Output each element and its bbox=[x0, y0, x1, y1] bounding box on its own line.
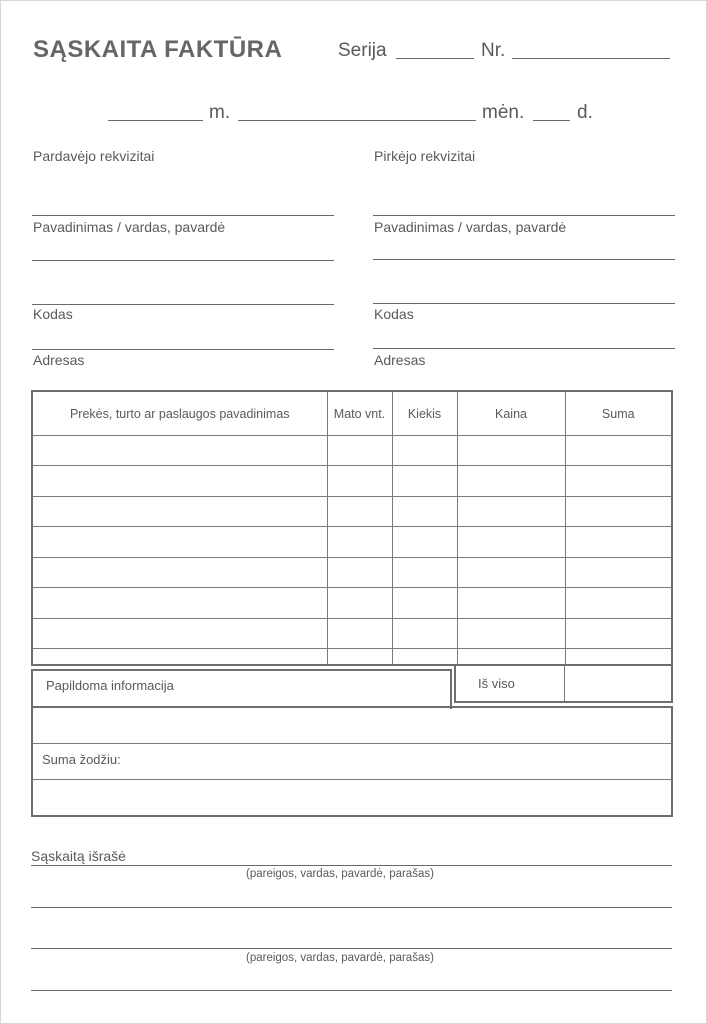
items-header-row bbox=[33, 392, 671, 436]
signature-hint-2: (pareigos, vardas, pavardė, parašas) bbox=[246, 952, 434, 964]
total-value-field[interactable] bbox=[566, 666, 670, 700]
table-cell[interactable] bbox=[457, 649, 565, 664]
table-cell[interactable] bbox=[327, 527, 392, 557]
number-label: Nr. bbox=[481, 40, 506, 61]
table-cell[interactable] bbox=[327, 618, 392, 648]
amount-words-box bbox=[31, 706, 673, 817]
buyer-address-field[interactable] bbox=[373, 348, 675, 349]
signature-line-1[interactable] bbox=[31, 907, 672, 908]
year-label: m. bbox=[209, 102, 231, 123]
seller-extra-field[interactable] bbox=[32, 260, 334, 261]
table-cell[interactable] bbox=[33, 618, 327, 648]
number-field[interactable] bbox=[512, 58, 670, 59]
table-cell[interactable] bbox=[565, 557, 671, 587]
table-cell[interactable] bbox=[565, 649, 671, 664]
table-cell[interactable] bbox=[327, 466, 392, 496]
table-row bbox=[33, 436, 671, 466]
table-cell[interactable] bbox=[33, 527, 327, 557]
table-cell[interactable] bbox=[457, 618, 565, 648]
table-cell[interactable] bbox=[457, 588, 565, 618]
col-header-quantity: Kiekis bbox=[392, 392, 457, 436]
total-divider bbox=[564, 665, 565, 701]
table-row bbox=[33, 588, 671, 618]
buyer-heading: Pirkėjo rekvizitai bbox=[374, 148, 476, 164]
amount-in-words-label: Suma žodžiu: bbox=[42, 752, 121, 767]
words-row-divider bbox=[33, 743, 671, 744]
table-cell[interactable] bbox=[457, 527, 565, 557]
seller-code-label: Kodas bbox=[33, 306, 73, 322]
table-cell[interactable] bbox=[33, 588, 327, 618]
table-cell[interactable] bbox=[392, 436, 457, 466]
total-label: Iš viso bbox=[478, 676, 515, 691]
day-label: d. bbox=[577, 102, 593, 123]
buyer-code-label: Kodas bbox=[374, 306, 414, 322]
seller-address-label: Adresas bbox=[33, 352, 85, 368]
table-cell[interactable] bbox=[565, 527, 671, 557]
table-row bbox=[33, 466, 671, 496]
series-field[interactable] bbox=[396, 58, 474, 59]
col-header-price: Kaina bbox=[457, 392, 565, 436]
issued-by-label: Sąskaitą išrašė bbox=[31, 848, 126, 864]
table-cell[interactable] bbox=[392, 466, 457, 496]
month-label: mėn. bbox=[482, 102, 525, 123]
table-cell[interactable] bbox=[565, 436, 671, 466]
table-cell[interactable] bbox=[565, 618, 671, 648]
table-cell[interactable] bbox=[457, 496, 565, 526]
table-row bbox=[33, 527, 671, 557]
additional-info-label: Papildoma informacija bbox=[46, 678, 174, 693]
issued-by-field[interactable] bbox=[31, 865, 672, 866]
buyer-code-field[interactable] bbox=[373, 303, 675, 304]
seller-heading: Pardavėjo rekvizitai bbox=[33, 148, 155, 164]
received-by-field[interactable] bbox=[31, 948, 672, 949]
series-label: Serija bbox=[338, 40, 387, 61]
seller-code-field[interactable] bbox=[32, 304, 334, 305]
table-cell[interactable] bbox=[392, 649, 457, 664]
table-cell[interactable] bbox=[327, 496, 392, 526]
buyer-name-label: Pavadinimas / vardas, pavardė bbox=[374, 219, 567, 235]
table-row bbox=[33, 496, 671, 526]
table-cell[interactable] bbox=[392, 557, 457, 587]
table-row bbox=[33, 618, 671, 648]
words-row-divider bbox=[33, 779, 671, 780]
table-cell[interactable] bbox=[392, 588, 457, 618]
signature-line-2[interactable] bbox=[31, 990, 672, 991]
items-table bbox=[31, 390, 673, 666]
table-cell[interactable] bbox=[33, 466, 327, 496]
table-cell[interactable] bbox=[565, 496, 671, 526]
seller-address-field[interactable] bbox=[32, 349, 334, 350]
table-cell[interactable] bbox=[327, 649, 392, 664]
signature-hint-1: (pareigos, vardas, pavardė, parašas) bbox=[246, 868, 434, 880]
col-header-unit: Mato vnt. bbox=[327, 392, 392, 436]
table-cell[interactable] bbox=[33, 436, 327, 466]
buyer-address-label: Adresas bbox=[374, 352, 426, 368]
col-header-amount: Suma bbox=[565, 392, 671, 436]
table-cell[interactable] bbox=[457, 466, 565, 496]
buyer-extra-field[interactable] bbox=[373, 259, 675, 260]
table-cell[interactable] bbox=[392, 618, 457, 648]
month-field[interactable] bbox=[238, 120, 476, 121]
table-row bbox=[33, 557, 671, 587]
table-cell[interactable] bbox=[33, 649, 327, 664]
table-cell[interactable] bbox=[33, 557, 327, 587]
table-cell[interactable] bbox=[457, 557, 565, 587]
table-cell[interactable] bbox=[392, 527, 457, 557]
col-header-item-name: Prekės, turto ar paslaugos pavadinimas bbox=[33, 392, 327, 436]
seller-name-label: Pavadinimas / vardas, pavardė bbox=[33, 219, 226, 235]
day-field[interactable] bbox=[533, 120, 570, 121]
invoice-title: SĄSKAITA FAKTŪRA bbox=[33, 36, 283, 63]
table-cell[interactable] bbox=[457, 436, 565, 466]
table-cell[interactable] bbox=[327, 436, 392, 466]
table-cell[interactable] bbox=[327, 557, 392, 587]
buyer-name-field[interactable] bbox=[373, 215, 675, 216]
table-cell[interactable] bbox=[327, 588, 392, 618]
table-cell[interactable] bbox=[565, 466, 671, 496]
table-cell[interactable] bbox=[565, 588, 671, 618]
seller-name-field[interactable] bbox=[32, 215, 334, 216]
table-cell[interactable] bbox=[392, 496, 457, 526]
table-row bbox=[33, 649, 671, 664]
year-field[interactable] bbox=[108, 120, 203, 121]
table-cell[interactable] bbox=[33, 496, 327, 526]
